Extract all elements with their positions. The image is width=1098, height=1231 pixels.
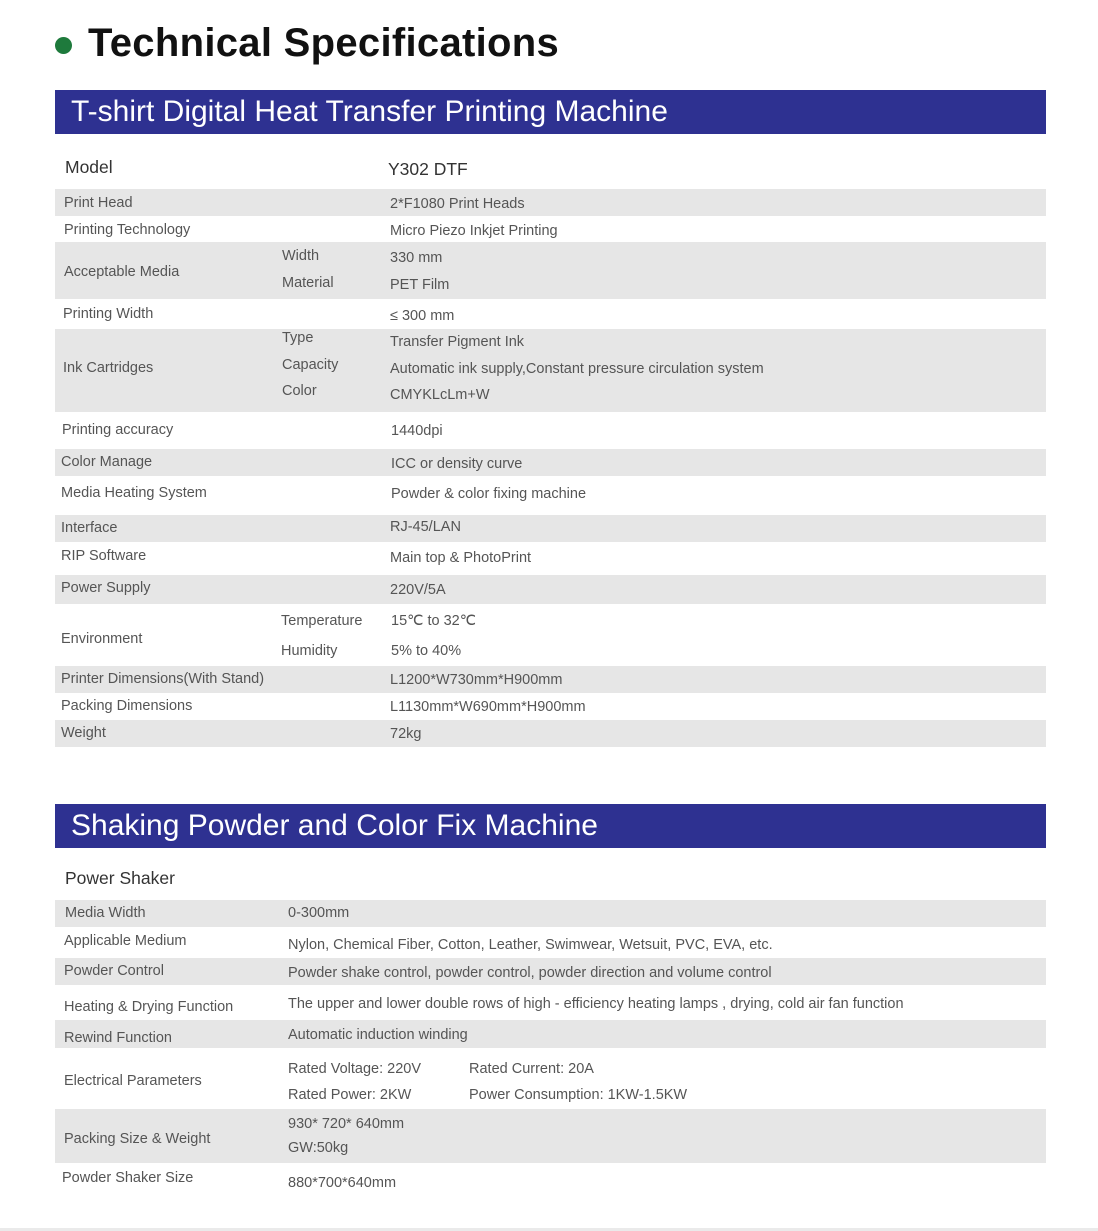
- table-row: [55, 1048, 1046, 1109]
- row-value: 5% to 40%: [391, 643, 462, 659]
- row-label: Applicable Medium: [64, 933, 187, 949]
- row-value: 880*700*640mm: [288, 1175, 397, 1191]
- row-label: Printer Dimensions(With Stand): [61, 671, 265, 687]
- row-label: Heating & Drying Function: [64, 999, 234, 1015]
- section2-banner: [55, 804, 1046, 848]
- row-value: ≤ 300 mm: [390, 308, 455, 324]
- row-label: Packing Dimensions: [61, 698, 193, 714]
- table-row: [55, 189, 1046, 216]
- row-label: Powder Control: [64, 963, 164, 979]
- row-sublabel: Temperature: [281, 613, 363, 629]
- bullet-dot-icon: [55, 37, 72, 54]
- row-sublabel: Capacity: [282, 357, 339, 373]
- table-row: [55, 216, 1046, 242]
- row-value: 15℃ to 32℃: [391, 613, 476, 629]
- row-value: Rated Current: 20A: [469, 1061, 594, 1077]
- table-row: [55, 1163, 1046, 1199]
- table-row: [55, 449, 1046, 476]
- row-sublabel: Material: [282, 275, 334, 291]
- table-row: [55, 1020, 1046, 1048]
- row-sublabel: Color: [282, 383, 317, 399]
- table-row: [55, 693, 1046, 720]
- row-value: 330 mm: [390, 250, 443, 266]
- table-row: [55, 412, 1046, 448]
- row-label: Print Head: [64, 195, 133, 211]
- model-label: Model: [65, 157, 113, 177]
- row-label: Media Heating System: [61, 485, 207, 501]
- row-value: CMYKLcLm+W: [390, 387, 490, 403]
- table-row: [55, 242, 1046, 299]
- table-row: [55, 575, 1046, 604]
- row-value: 1440dpi: [391, 423, 443, 439]
- row-label: Powder Shaker Size: [62, 1170, 194, 1186]
- row-value: Micro Piezo Inkjet Printing: [390, 223, 558, 239]
- row-value: L1130mm*W690mm*H900mm: [390, 699, 586, 715]
- table-row: [55, 900, 1046, 927]
- row-value: Powder shake control, powder control, powder direction and volume control: [288, 965, 772, 981]
- table-row: [55, 476, 1046, 514]
- row-value: Nylon, Chemical Fiber, Cotton, Leather, Swimwear, Wetsuit, PVC, EVA, etc.: [288, 937, 773, 953]
- row-value: 72kg: [390, 726, 422, 742]
- row-value: 930* 720* 640mm: [288, 1116, 405, 1132]
- table-row: [55, 542, 1046, 574]
- row-label: Acceptable Media: [64, 264, 180, 280]
- row-value: Rated Voltage: 220V: [288, 1061, 422, 1077]
- table-row: [55, 985, 1046, 1020]
- page-title: Technical Specifications: [88, 20, 560, 65]
- row-sublabel: Humidity: [281, 643, 338, 659]
- row-label: Interface: [61, 520, 118, 536]
- row-label: Environment: [61, 631, 143, 647]
- table-row: [55, 958, 1046, 985]
- row-value: Rated Power: 2KW: [288, 1087, 412, 1103]
- row-value: 0-300mm: [288, 905, 350, 921]
- table-row: [55, 720, 1046, 747]
- table-row: [55, 666, 1046, 693]
- power-shaker-label: Power Shaker: [65, 868, 175, 888]
- model-value: Y302 DTF: [388, 159, 468, 179]
- row-value: ICC or density curve: [391, 456, 523, 472]
- row-label: RIP Software: [61, 548, 147, 564]
- row-value: Automatic induction winding: [288, 1027, 468, 1043]
- row-label: Printing Technology: [64, 222, 191, 238]
- row-label: Ink Cartridges: [63, 360, 154, 376]
- section1-banner: [55, 90, 1046, 134]
- row-label: Color Manage: [61, 454, 153, 470]
- row-label: Printing accuracy: [62, 422, 174, 438]
- row-value: L1200*W730mm*H900mm: [390, 672, 563, 688]
- row-sublabel: Width: [282, 248, 320, 264]
- row-label: Printing Width: [63, 306, 154, 322]
- table-row: [55, 927, 1046, 958]
- row-value: 2*F1080 Print Heads: [390, 196, 525, 212]
- row-value: 220V/5A: [390, 582, 446, 598]
- page-heading: [55, 18, 559, 68]
- table-row: [55, 329, 1046, 412]
- row-label: Rewind Function: [64, 1030, 172, 1046]
- table-row: [55, 515, 1046, 542]
- row-value: The upper and lower double rows of high - efficiency heating lamps , drying, cold air fan function: [288, 996, 904, 1012]
- row-label: Electrical Parameters: [64, 1073, 202, 1089]
- table-row: [55, 1109, 1046, 1163]
- row-value: Automatic ink supply,Constant pressure circulation system: [390, 361, 764, 377]
- section1-title: T-shirt Digital Heat Transfer Printing Machine: [71, 95, 668, 128]
- row-value: PET Film: [390, 277, 450, 293]
- row-sublabel: Type: [282, 330, 314, 346]
- row-value: Transfer Pigment Ink: [390, 334, 525, 350]
- table-row-head: [55, 860, 1046, 898]
- row-label: Weight: [61, 725, 106, 741]
- row-value: RJ-45/LAN: [390, 519, 461, 535]
- row-label: Power Supply: [61, 580, 151, 596]
- table-row: [55, 604, 1046, 666]
- section2-title: Shaking Powder and Color Fix Machine: [71, 809, 598, 842]
- table-row-model: [55, 150, 1046, 186]
- row-label: Packing Size & Weight: [64, 1131, 211, 1147]
- row-value: Main top & PhotoPrint: [390, 550, 532, 566]
- row-value: Powder & color fixing machine: [391, 486, 587, 502]
- row-value: Power Consumption: 1KW-1.5KW: [469, 1087, 688, 1103]
- row-value: GW:50kg: [288, 1140, 349, 1156]
- table-row: [55, 299, 1046, 329]
- row-label: Media Width: [65, 905, 146, 921]
